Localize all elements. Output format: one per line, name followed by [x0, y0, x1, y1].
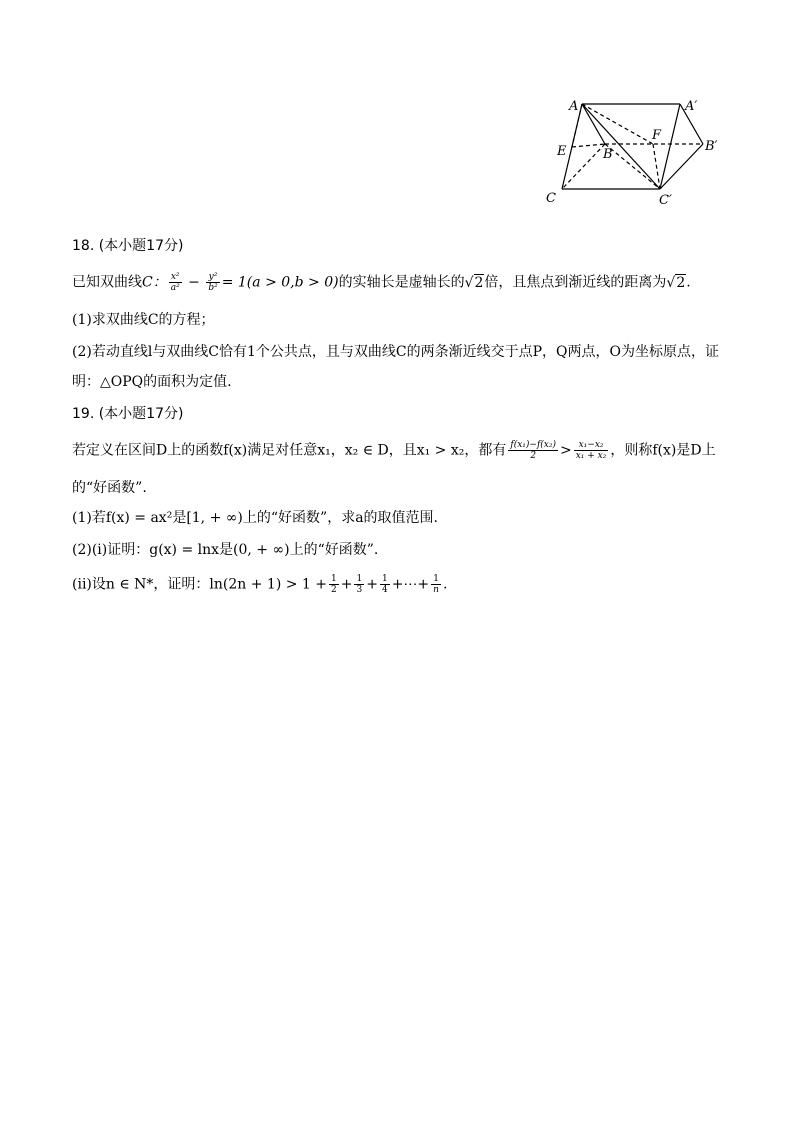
q18-sqrt2-b: √2 [666, 274, 686, 291]
q19-stem-a: 若定义在区间D上的函数f(x)满足对任意x₁，x₂ ∈ D，且x₁ > x₂，都有 [72, 442, 507, 459]
q19-stem-c: 的“好函数”. [72, 480, 147, 496]
q18-stem-end: . [686, 274, 691, 291]
q18-frac-x: $\frac{\text{x²}}{\text{a²}}$ [170, 272, 180, 293]
q18-stem-mid2: 倍，且焦点到渐近线的距离为 [484, 274, 667, 291]
edge-AF [582, 104, 653, 144]
q18-stem-pre: 已知双曲线 [72, 274, 142, 291]
q19-frac1: $\frac{\text{f(x₁)−f(x₂)}}{2}$ [510, 440, 556, 461]
q19-term-third: $\frac{1}{3}$ [356, 574, 363, 595]
q18-stem-curve: C： [142, 274, 167, 291]
prism-figure [535, 92, 735, 212]
q19-part1: (1)若f(x) = ax²是[1, + ∞)上的“好函数”，求a的取值范围. [72, 510, 439, 526]
q18-heading: 18. (本小题17分) [72, 238, 184, 254]
q18-stem-eq: = 1(a > 0,b > 0) [221, 274, 339, 291]
label-B: B [603, 147, 613, 162]
edge-ACp [582, 104, 660, 189]
q18-stem-mid: 的实轴长是虚轴长的 [338, 274, 465, 291]
label-Cp: C′ [659, 193, 672, 208]
q19-term-quarter: $\frac{1}{4}$ [381, 574, 388, 595]
label-F: F [652, 128, 662, 143]
q18-frac-y: $\frac{\text{y²}}{\text{b²}}$ [208, 272, 218, 293]
q19-term-half: $\frac{1}{2}$ [331, 574, 337, 595]
q19-stem-b: ，则称f(x)是D上 [610, 442, 716, 459]
q18-part1: (1)求双曲线C的方程； [72, 312, 215, 328]
edge-BCp [605, 144, 660, 189]
q19-term-last: $\frac{1}{n}$ [433, 574, 439, 595]
label-A: A [569, 99, 579, 114]
q19-part2i: (2)(i)证明：g(x) = lnx是(0, + ∞)上的“好函数”. [72, 542, 379, 558]
label-Ap: A′ [685, 99, 698, 114]
q18-part2-line2: 明：△OPQ的面积为定值. [72, 374, 232, 390]
q19-stem [72, 440, 732, 461]
q19-part2ii: (ii)设n ∈ N*，证明：ln(2n + 1) > 1 + $\frac{1}{2}$ + $\frac{1}{3}$ + $\frac{1}{4}$ +⋯+ $\frac{1}{n}$ . [72, 574, 448, 595]
q19-gt: > [560, 442, 572, 459]
q18-stem: 已知双曲线C： $\frac{\text{x²}}{\text{a²}}$ − $\frac{\text{y²}}{\text{b²}}$ = 1(a > 0,b > 0)的实轴长是虚轴长的√2倍，且焦点到渐近线的距离为√2. [72, 272, 691, 293]
q18-sqrt2-a: √2 [464, 274, 484, 291]
q18-part2-line1: (2)若动直线l与双曲线C恰有1个公共点，且与双曲线C的两条渐近线交于点P，Q两点，O为坐标原点，证 [72, 344, 720, 360]
label-E: E [557, 144, 567, 159]
edge-BC [562, 144, 605, 189]
label-Bp: B′ [705, 139, 718, 154]
q19-part2ii-pre: (ii)设n ∈ N*，证明：ln(2n + 1) > 1 + [72, 576, 328, 593]
q19-heading: 19. (本小题17分) [72, 406, 184, 422]
edge-BpCp [660, 144, 703, 189]
edge-AB [582, 104, 605, 144]
q19-part2ii-dots: +⋯+ [391, 576, 430, 593]
edge-EB [572, 144, 605, 147]
edge-ApCp [660, 104, 680, 189]
label-C: C [546, 191, 556, 206]
q19-part2ii-end: . [442, 576, 448, 593]
q19-frac2: $\frac{\text{x₁−x₂}}{\text{x₁ + x₂}}$ [575, 440, 607, 461]
